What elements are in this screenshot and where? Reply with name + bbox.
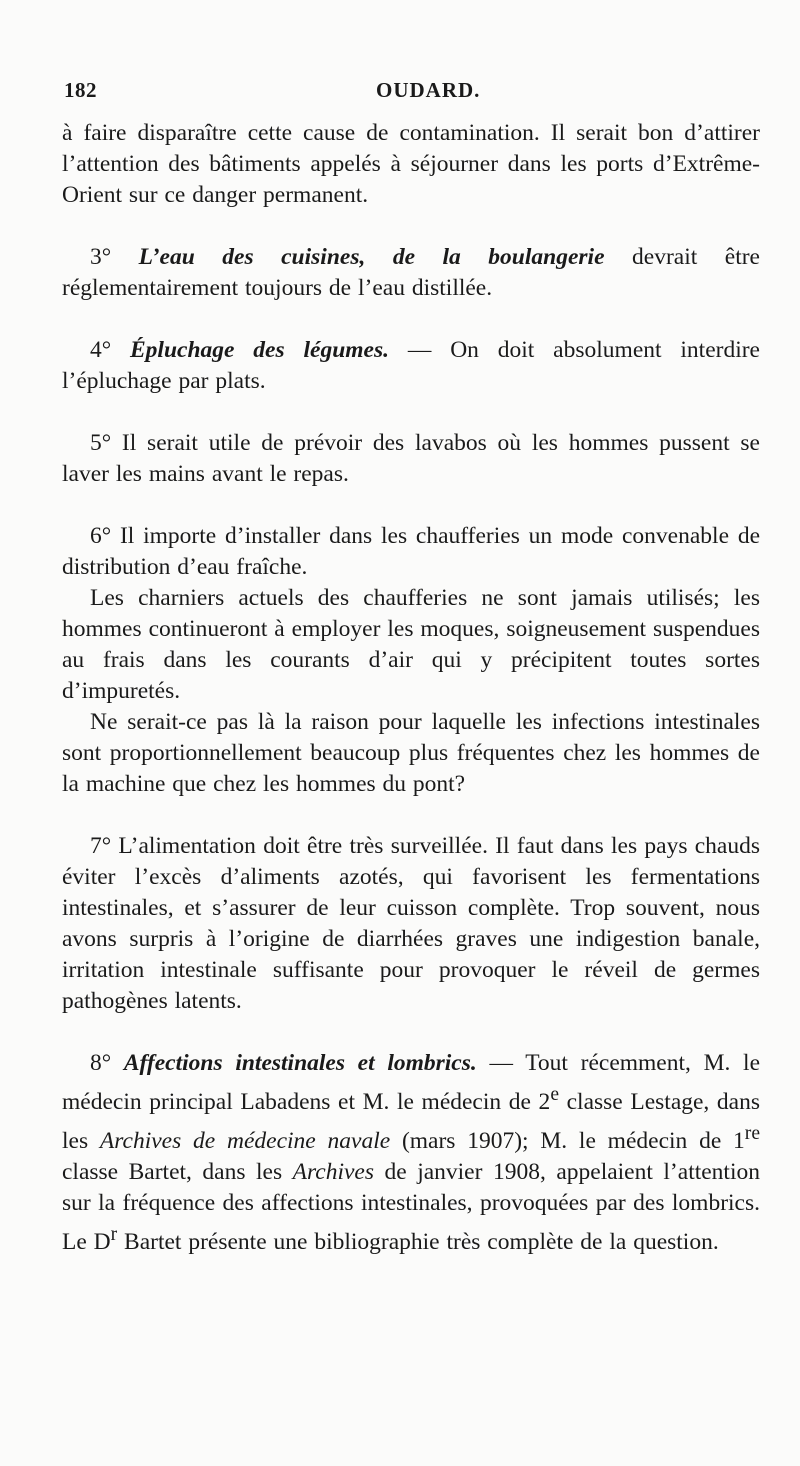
page-number: 182 <box>64 78 97 102</box>
text-segment: classe Bartet, dans les <box>62 1158 293 1185</box>
item-number: 3° <box>90 244 139 270</box>
text-segment: classe Lestage, dans les <box>62 1088 760 1154</box>
paragraph-continuation: à faire disparaître cette cause de contamination. Il serait bon d’attirer l’attention des bâtiments appelés à séjourner dans les ports d’Extrême-Orient sur ce danger permanent. <box>62 120 760 208</box>
paragraph-item-3 <box>62 242 760 304</box>
paragraph-item-5: 5° Il serait utile de prévoir des lavabos où les hommes pussent se laver les mains avant le repas. <box>62 430 760 487</box>
superscript: r <box>110 1223 118 1245</box>
item-text: — On doit absolument interdire l’épluchage par plats. <box>62 337 760 394</box>
paragraph-charniers: Les charniers actuels des chaufferies ne sont jamais utilisés; les hommes continueront à employer les moques, soigneusement suspendues au frais dans les courants d’air qui y précipitent toutes sortes d’impuretés. <box>62 585 760 704</box>
text-segment: Bartet présente une bibliographie très complète de la question. <box>117 1228 719 1255</box>
item-number: 8° <box>90 1050 124 1076</box>
item-number: 4° <box>90 337 130 363</box>
journal-title: Archives <box>292 1158 374 1185</box>
item-title: Affections intestinales et lombrics. <box>123 1050 477 1076</box>
item-title: L’eau des cuisines, de la boulangerie <box>138 244 605 270</box>
paragraph-item-6: 6° Il importe d’installer dans les chaufferies un mode convenable de distribution d’eau fraîche. <box>62 523 760 580</box>
page-header <box>64 78 754 108</box>
text-segment: (mars 1907); M. le médecin de 1 <box>390 1127 745 1154</box>
item-text: devrait être réglementairement toujours de l’eau distillée. <box>62 244 760 301</box>
journal-title: Archives de médecine navale <box>99 1127 391 1154</box>
text-segment: de janvier 1908, appelaient l’attention sur la fréquence des affections intestinales, provoquées par des lombrics. Le D <box>62 1158 760 1255</box>
superscript: e <box>550 1084 560 1105</box>
paragraph-item-8 <box>62 1048 760 1257</box>
paragraph-item-7: 7° L’alimentation doit être très surveillée. Il faut dans les pays chauds éviter l’excès d’aliments azotés, qui favorisent les fermentations intestinales, et s’assurer de leur cuisson complète. Trop souvent, nous avons surpris à l’origine de diarrhées graves une indigestion banale, irritation intestinale suffisante pour provoquer le réveil de germes pathogènes latents. <box>62 833 760 1014</box>
running-head: OUDARD. <box>376 78 481 102</box>
paragraph-item-4 <box>62 335 760 397</box>
superscript: re <box>744 1122 761 1144</box>
text-segment: — Tout récemment, M. le médecin principal Labadens et M. le médecin de 2 <box>62 1050 760 1115</box>
item-title: Épluchage des légumes. <box>130 337 389 363</box>
paragraph-question: Ne serait-ce pas là la raison pour laquelle les infections intestinales sont proportionnellement beaucoup plus fréquentes chez les hommes de la machine que chez les hommes du pont? <box>62 709 760 797</box>
body-text <box>62 118 760 1257</box>
